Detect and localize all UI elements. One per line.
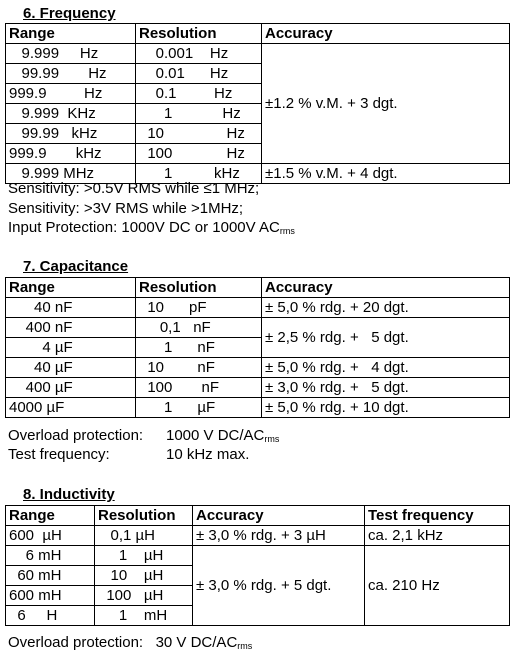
table-row <box>6 546 510 566</box>
accuracy-cell: ±1.2 % v.M. + 3 dgt. <box>262 44 510 164</box>
accuracy-cell: ± 2,5 % rdg. + 5 dgt. <box>262 318 510 358</box>
frequency-table <box>5 23 510 184</box>
test-frequency-value: 10 kHz max. <box>166 446 250 463</box>
sensitivity-note-1: Sensitivity: >0.5V RMS while ≤1 MHz; <box>8 180 260 197</box>
range-cell: 9.999 MHz <box>6 164 136 184</box>
table-row <box>6 318 510 338</box>
resolution-cell: 0,1 µH <box>95 526 193 546</box>
rms-subscript: rms <box>264 434 280 444</box>
range-cell: 99.99 Hz <box>6 64 136 84</box>
range-cell: 4 µF <box>6 338 136 358</box>
accuracy-cell: ± 3,0 % rdg. + 3 µH <box>193 526 365 546</box>
table-row <box>6 358 510 378</box>
table-row <box>6 398 510 418</box>
range-cell: 600 µH <box>6 526 95 546</box>
resolution-cell: 100 µH <box>95 586 193 606</box>
header-range: Range <box>6 506 95 526</box>
table-row <box>6 298 510 318</box>
header-accuracy: Accuracy <box>262 24 510 44</box>
accuracy-cell: ± 5,0 % rdg. + 10 dgt. <box>262 398 510 418</box>
header-resolution: Resolution <box>95 506 193 526</box>
table-row <box>6 44 510 64</box>
test-frequency-label: Test frequency: <box>8 446 110 463</box>
resolution-cell: 1 kHz <box>136 164 262 184</box>
test-frequency-cell: ca. 210 Hz <box>365 546 510 626</box>
resolution-cell: 0.001 Hz <box>136 44 262 64</box>
range-cell: 9.999 KHz <box>6 104 136 124</box>
capacitance-table <box>5 277 510 418</box>
header-accuracy: Accuracy <box>262 278 510 298</box>
range-cell: 4000 µF <box>6 398 136 418</box>
input-protection-note <box>8 218 295 241</box>
resolution-cell: 10 µH <box>95 566 193 586</box>
rms-subscript: rms <box>237 641 253 651</box>
resolution-cell: 1 µH <box>95 546 193 566</box>
accuracy-cell: ± 5,0 % rdg. + 4 dgt. <box>262 358 510 378</box>
overload-label: Overload protection: <box>8 427 144 444</box>
range-cell: 99.99 kHz <box>6 124 136 144</box>
test-frequency-cell: ca. 2,1 kHz <box>365 526 510 546</box>
resolution-cell: 10 pF <box>136 298 262 318</box>
table-row <box>6 526 510 546</box>
range-cell: 400 µF <box>6 378 136 398</box>
range-cell: 6 H <box>6 606 95 626</box>
section-7-title: 7. Capacitance <box>23 258 129 275</box>
resolution-cell: 100 nF <box>136 378 262 398</box>
resolution-cell: 10 Hz <box>136 124 262 144</box>
range-cell: 600 mH <box>6 586 95 606</box>
sensitivity-note-2: Sensitivity: >3V RMS while >1MHz; <box>8 200 244 217</box>
header-accuracy: Accuracy <box>193 506 365 526</box>
inductivity-table <box>5 505 510 626</box>
input-protection-text: Input Protection: 1000V DC or 1000V AC <box>8 219 280 236</box>
range-cell: 40 µF <box>6 358 136 378</box>
range-cell: 400 nF <box>6 318 136 338</box>
accuracy-cell: ± 3,0 % rdg. + 5 dgt. <box>193 546 365 626</box>
range-cell: 40 nF <box>6 298 136 318</box>
inductivity-overload-text: Overload protection: 30 V DC/AC <box>8 634 238 651</box>
accuracy-cell: ±1.5 % v.M. + 4 dgt. <box>262 164 510 184</box>
resolution-cell: 0.01 Hz <box>136 64 262 84</box>
table-row <box>6 378 510 398</box>
inductivity-overload-note <box>8 633 252 656</box>
resolution-cell: 1 Hz <box>136 104 262 124</box>
resolution-cell: 1 mH <box>95 606 193 626</box>
range-cell: 9.999 Hz <box>6 44 136 64</box>
section-8-title: 8. Inductivity <box>23 486 115 503</box>
range-cell: 6 mH <box>6 546 95 566</box>
resolution-cell: 10 nF <box>136 358 262 378</box>
rms-subscript: rms <box>279 226 295 236</box>
header-resolution: Resolution <box>136 278 262 298</box>
resolution-cell: 0,1 nF <box>136 318 262 338</box>
range-cell: 60 mH <box>6 566 95 586</box>
table-header-row <box>6 24 510 44</box>
overload-value-text: 1000 V DC/AC <box>166 427 265 444</box>
header-range: Range <box>6 24 136 44</box>
range-cell: 999.9 kHz <box>6 144 136 164</box>
header-resolution: Resolution <box>136 24 262 44</box>
range-cell: 999.9 Hz <box>6 84 136 104</box>
header-range: Range <box>6 278 136 298</box>
accuracy-cell: ± 3,0 % rdg. + 5 dgt. <box>262 378 510 398</box>
accuracy-cell: ± 5,0 % rdg. + 20 dgt. <box>262 298 510 318</box>
header-test-frequency: Test frequency <box>365 506 510 526</box>
table-header-row <box>6 278 510 298</box>
resolution-cell: 1 µF <box>136 398 262 418</box>
section-6-title: 6. Frequency <box>23 5 116 22</box>
resolution-cell: 0.1 Hz <box>136 84 262 104</box>
resolution-cell: 100 Hz <box>136 144 262 164</box>
resolution-cell: 1 nF <box>136 338 262 358</box>
table-header-row <box>6 506 510 526</box>
